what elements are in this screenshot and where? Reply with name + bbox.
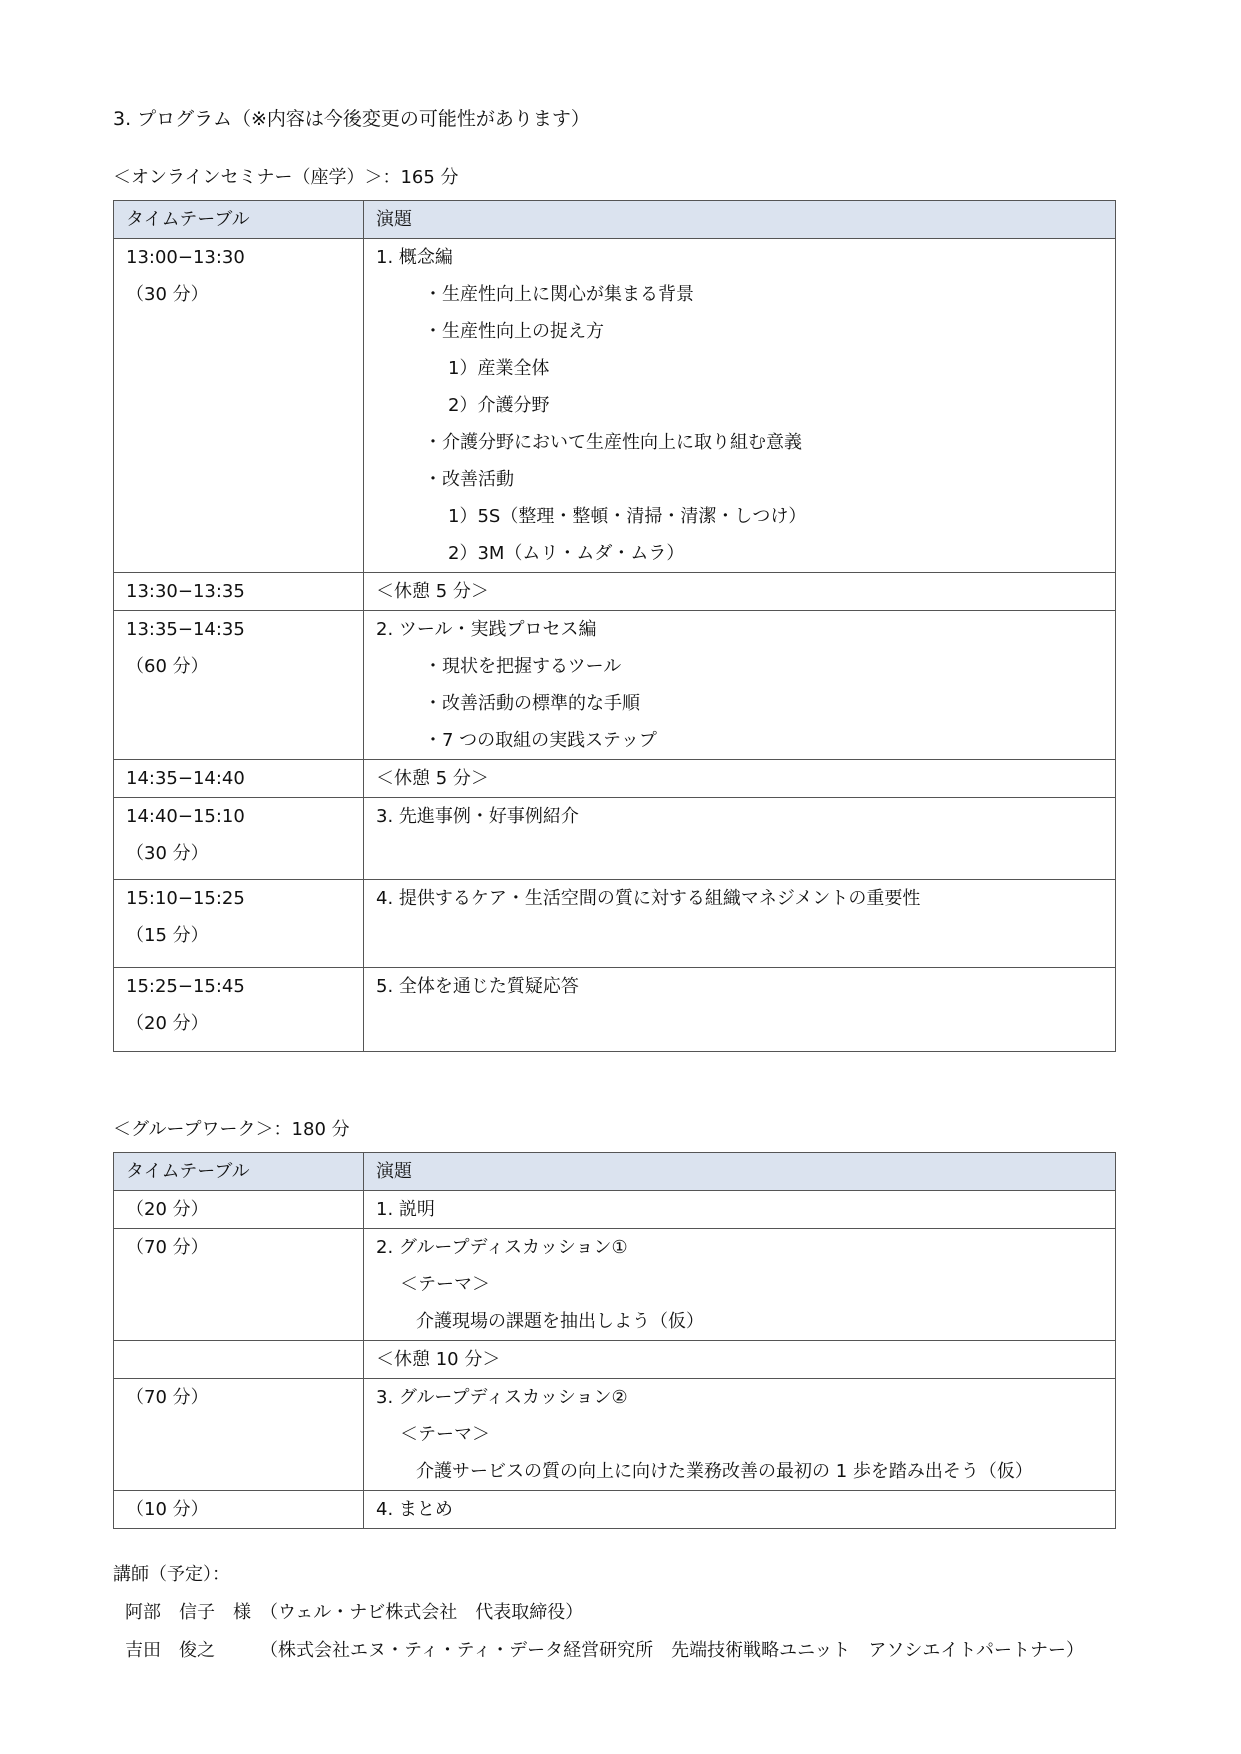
topic-line: 介護現場の課題を抽出しよう（仮） (416, 1311, 704, 1332)
topic-line: ・7 つの取組の実践ステップ (424, 730, 657, 751)
instructors-title: 講師（予定）： (113, 1564, 230, 1585)
time-cell (114, 880, 364, 968)
topic-line: ・現状を把握するツール (424, 656, 622, 677)
header-topic: 演題 (364, 201, 1116, 239)
header-topic: 演題 (364, 1153, 1116, 1191)
topic-cell (364, 611, 1116, 760)
table-row (114, 1229, 1116, 1341)
table-row (114, 760, 1116, 798)
time-text: 14:35−14:40 (126, 768, 245, 789)
table-row (114, 239, 1116, 573)
table-row (114, 1379, 1116, 1491)
time-cell (114, 968, 364, 1052)
topic-line: 1. 説明 (376, 1199, 435, 1220)
topic-line: 3. 先進事例・好事例紹介 (376, 806, 579, 827)
time-cell (114, 1229, 364, 1341)
topic-line: ・生産性向上の捉え方 (424, 321, 604, 342)
time-text: 15:25−15:45 (126, 976, 245, 997)
table-header-row (114, 1153, 1116, 1191)
topic-cell (364, 1191, 1116, 1229)
group-work-title: ＜グループワーク＞：180 分 (113, 1119, 350, 1140)
time-cell (114, 1191, 364, 1229)
topic-line: ・改善活動の標準的な手順 (424, 693, 640, 714)
table-row (114, 968, 1116, 1052)
instructor-item: 吉田 俊之 （株式会社エヌ・ティ・ティ・データ経営研究所 先端技術戦略ユニット アソシエイトパートナー） (125, 1640, 1085, 1661)
topic-cell (364, 1229, 1116, 1341)
topic-line: 4. まとめ (376, 1499, 453, 1520)
topic-line: 2. グループディスカッション① (376, 1237, 628, 1258)
time-text: 14:40−15:10 (126, 806, 245, 827)
time-text: （20 分） (126, 1199, 209, 1220)
topic-line: 2）3M（ムリ・ムダ・ムラ） (448, 543, 685, 564)
time-cell (114, 798, 364, 880)
topic-cell (364, 968, 1116, 1052)
topic-line: ・介護分野において生産性向上に取り組む意義 (424, 432, 802, 453)
header-timetable: タイムテーブル (114, 201, 364, 239)
topic-line: 介護サービスの質の向上に向けた業務改善の最初の 1 歩を踏み出そう（仮） (416, 1461, 1033, 1482)
topic-line: 4. 提供するケア・生活空間の質に対する組織マネジメントの重要性 (376, 888, 921, 909)
topic-line: ・生産性向上に関心が集まる背景 (424, 284, 694, 305)
topic-line: ・改善活動 (424, 469, 514, 490)
break-cell: ＜休憩 5 分＞ (364, 573, 1116, 611)
time-text: 13:35−14:35 (126, 619, 245, 640)
time-cell (114, 1491, 364, 1529)
topic-line: 1）5S（整理・整頓・清掃・清潔・しつけ） (448, 506, 807, 527)
table-row (114, 1191, 1116, 1229)
header-timetable: タイムテーブル (114, 1153, 364, 1191)
break-cell: ＜休憩 5 分＞ (364, 760, 1116, 798)
table-row (114, 1341, 1116, 1379)
topic-line: 1. 概念編 (376, 247, 453, 268)
time-text: （30 分） (126, 284, 209, 305)
time-cell (114, 611, 364, 760)
topic-cell (364, 1491, 1116, 1529)
time-text: 13:30−13:35 (126, 581, 245, 602)
time-text: （60 分） (126, 656, 209, 677)
topic-line: 5. 全体を通じた質疑応答 (376, 976, 579, 997)
online-seminar-title: ＜オンラインセミナー（座学）＞：165 分 (113, 167, 459, 188)
topic-line: 3. グループディスカッション② (376, 1387, 628, 1408)
time-cell (114, 1341, 364, 1379)
time-text: （70 分） (126, 1387, 209, 1408)
time-cell (114, 1379, 364, 1491)
time-text: （20 分） (126, 1013, 209, 1034)
group-work-table (113, 1152, 1116, 1529)
table-row (114, 798, 1116, 880)
table-row (114, 1491, 1116, 1529)
time-text: 15:10−15:25 (126, 888, 245, 909)
topic-cell (364, 798, 1116, 880)
topic-cell (364, 239, 1116, 573)
online-seminar-table (113, 200, 1116, 1052)
time-text: （15 分） (126, 925, 209, 946)
table-row (114, 880, 1116, 968)
table-row (114, 573, 1116, 611)
time-text: 13:00−13:30 (126, 247, 245, 268)
table-row (114, 611, 1116, 760)
table-header-row (114, 201, 1116, 239)
topic-line: ＜テーマ＞ (400, 1274, 490, 1295)
instructor-item: 阿部 信子 様 （ウェル・ナビ株式会社 代表取締役） (125, 1602, 584, 1623)
time-cell (114, 239, 364, 573)
break-cell: ＜休憩 10 分＞ (364, 1341, 1116, 1379)
time-text: （10 分） (126, 1499, 209, 1520)
time-cell (114, 760, 364, 798)
time-cell (114, 573, 364, 611)
time-text: （70 分） (126, 1237, 209, 1258)
topic-line: ＜テーマ＞ (400, 1424, 490, 1445)
time-text: （30 分） (126, 843, 209, 864)
topic-line: 2. ツール・実践プロセス編 (376, 619, 597, 640)
section-title: 3. プログラム（※内容は今後変更の可能性があります） (113, 108, 590, 130)
time-text (126, 1341, 351, 1378)
topic-cell (364, 1379, 1116, 1491)
topic-cell (364, 880, 1116, 968)
topic-line: 1）産業全体 (448, 358, 550, 379)
topic-line: 2）介護分野 (448, 395, 550, 416)
